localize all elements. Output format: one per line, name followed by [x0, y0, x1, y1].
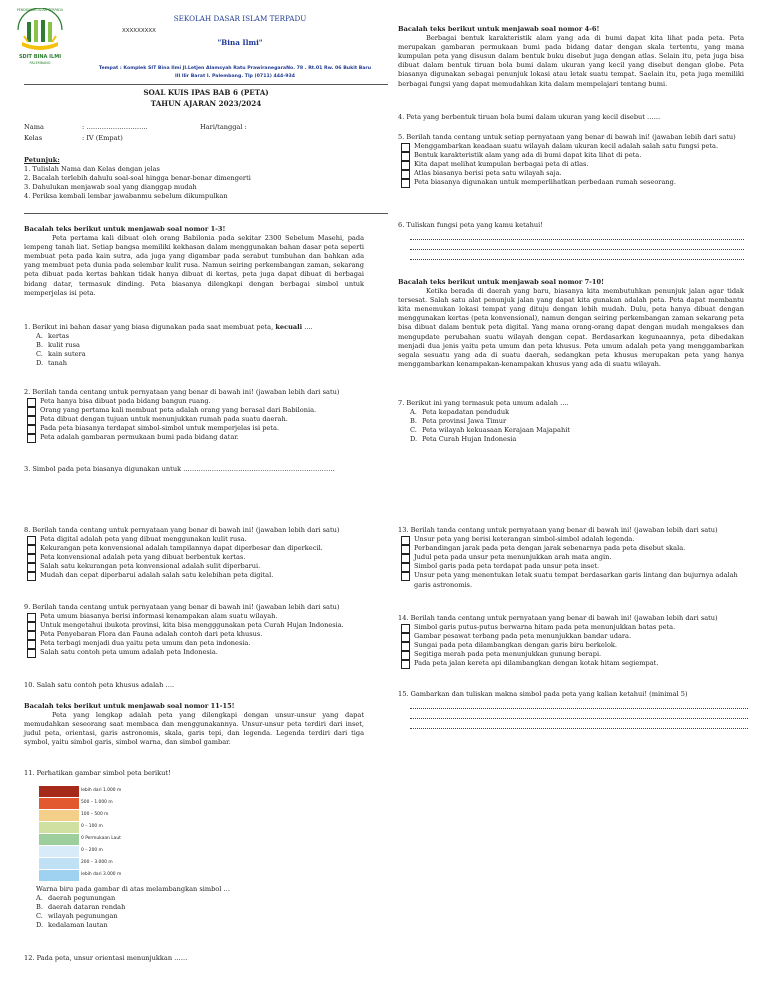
checkbox-item[interactable]: Mudah dan cepat diperbarui adalah salah satu kelebihan peta digital. [24, 571, 364, 580]
checkbox-item[interactable]: Menggambarkan keadaan suatu wilayah dalam ukuran kecil adalah salah satu fungsi peta. [398, 142, 744, 151]
question-stem: 11. Perhatikan gambar simbol peta berikut! [24, 769, 171, 777]
checkbox-item[interactable]: Gambar pesawat terbang pada peta menunjukkan bandar udara. [398, 632, 744, 641]
legend-label: 0 – 100 m [81, 824, 103, 829]
checkbox-item[interactable]: Unsur peta yang berisi keterangan simbol-simbol adalah legenda. [398, 535, 744, 544]
checkbox-item[interactable]: Sungai pada peta dilambangkan dengan garis biru berkelok. [398, 641, 744, 650]
map-legend [39, 786, 159, 882]
checkbox-item[interactable]: Peta dibuat dengan tujuan untuk menunjukkan rumah pada suatu daerah. [24, 415, 364, 424]
kelas-value: : IV (Empat) [82, 134, 123, 142]
legend-swatch [39, 846, 79, 858]
checkbox[interactable] [27, 572, 36, 581]
question-stem: 13. Berilah tanda centang untuk pernyataan yang benar di bawah ini! (jawaban lebih dari satu) [398, 526, 718, 534]
question-8 [24, 526, 364, 581]
checkbox-item[interactable]: Untuk mengetahui ibukota provinsi, kita bisa mengggunakan peta Curah Hujan Indonesia. [24, 621, 364, 630]
question-stem: 8. Berilah tanda centang untuk pernyataan yang benar di bawah ini! (jawaban lebih dari satu) [24, 526, 340, 534]
checkbox-item[interactable]: Peta konvensional adalah peta yang dibuat berbentuk kertas. [24, 553, 364, 562]
logo-name: SDIT BINA ILMI [18, 54, 62, 60]
instruction-item: 3. Dahulukan menjawab soal yang dianggap mudah [24, 183, 197, 192]
option-b[interactable]: B. daerah dataran rendah [36, 903, 126, 912]
checkbox-item[interactable]: Simbol garis pada peta terdapat pada unsur peta inset. [398, 562, 744, 571]
question-15 [398, 690, 748, 729]
checkbox[interactable] [401, 660, 410, 669]
exam-title: SOAL KUIS IPAS BAB 6 (PETA) [143, 88, 269, 97]
option-a[interactable]: A. daerah pegunungan [36, 894, 116, 903]
option-a[interactable]: A. kertas [36, 332, 70, 341]
checkbox-item[interactable]: Peta umum biasanya berisi informasi kenampakan alam suatu wilayah. [24, 612, 364, 621]
checkbox-item[interactable]: Peta hanya bisa dibuat pada bidang bangun ruang. [24, 397, 364, 406]
checkbox-item[interactable]: Atlas biasanya berisi peta satu wilayah saja. [398, 169, 744, 178]
checkbox-item[interactable]: Peta Penyebaran Flora dan Fauna adalah contoh dari peta khusus. [24, 630, 364, 639]
checkbox-item[interactable]: Judul peta pada unsur peta menunjukkan arah mata angin. [398, 553, 744, 562]
checkbox[interactable] [27, 434, 36, 443]
legend-label: 0 Permukaan Laut [81, 836, 121, 841]
school-logo [10, 8, 70, 70]
instructions-title: Petunjuk: [24, 156, 60, 164]
option-b[interactable]: B. Peta provinsi Jawa Timur [410, 417, 507, 426]
logo-city: PALEMBANG [29, 61, 51, 65]
reading-title: Bacalah teks berikut untuk menjawab soal nomor 11-15! [24, 702, 235, 710]
question-2 [24, 388, 364, 443]
question-13 [398, 526, 744, 590]
checkbox-item[interactable]: Kekurangan peta konvensional adalah tampilannya dapat diperbesar dan diperkecil. [24, 544, 364, 553]
question-stem: 14. Berilah tanda centang untuk pernyataan yang benar di bawah ini! (jawaban lebih dari satu) [398, 614, 718, 622]
reading-title: Bacalah teks berikut untuk menjawab soal nomor 1-3! [24, 225, 226, 233]
question-5 [398, 133, 744, 188]
option-c[interactable]: C. kain sutera [36, 350, 86, 359]
checkbox-item[interactable]: Unsur peta yang menentukan letak suatu tempat berdasarkan garis lintang dan bujurnya adalah garis astronomis. [398, 571, 744, 589]
legend-label: lebih dari 3.000 m [81, 872, 122, 877]
question-12[interactable]: 12. Pada peta, unsur orientasi menunjukkan …… [24, 954, 188, 962]
question-sub-stem: Warna biru pada gambar di atas melambangkan simbol … [36, 885, 231, 893]
option-d[interactable]: D. tanah [36, 359, 68, 368]
reading-body: Peta pertama kali dibuat oleh orang Babilonia pada sekitar 2300 Sebelum Masehi, pada lempeng tanah liat. Setiap bangsa memiliki kekhasan dalam menggunakan bahan dasar peta seperti membuat peta pada kain sutra, ada juga yang digambar pada serabut tumbuhan dan bahkan ada yang membuat peta dunia pada selembar kulit rusa. Namun seiring perkembangan zaman, sekarang peta dibuat pada kertas bahkan tidak hanya dibuat di kertas, peta juga dapat dibuat di berbagai bidang datar, termasuk dinding. Peta biasanya dilengkapi dengan berbagai simbol untuk memperjelas isi peta. [24, 234, 364, 297]
logo-top-text: PENDIDIKAN ISLAM TERPADU [16, 8, 64, 12]
legend-swatch [39, 870, 79, 882]
legend-label: 500 – 1.000 m [81, 800, 113, 805]
reading-text-2 [398, 25, 744, 89]
question-10[interactable]: 10. Salah satu contoh peta khusus adalah …. [24, 681, 175, 689]
checkbox-item[interactable]: Kita dapat melihat kumpulan berbagai peta di atlas. [398, 160, 744, 169]
checkbox-item[interactable]: Segitiga merah pada peta menunjukkan gunung berapi. [398, 650, 744, 659]
option-d[interactable]: D. Peta Curah Hujan Indonesia [410, 435, 517, 444]
reading-text-4 [24, 702, 364, 747]
checkbox-item[interactable]: Peta adalah gambaran permukaan bumi pada bidang datar. [24, 433, 364, 442]
checkbox-item[interactable]: Orang yang pertama kali membuat peta adalah orang yang berasal dari Babilonia. [24, 406, 364, 415]
option-c[interactable]: C. Peta wilayah kekuasaan Kerajaan Majapahit [410, 426, 570, 435]
legend-swatch [39, 834, 79, 846]
question-stem: 7. Berikut ini yang termasuk peta umum adalah .... [398, 399, 569, 407]
question-1 [24, 323, 364, 368]
instruction-item: 4. Periksa kembali lembar jawabanmu sebelum dikumpulkan [24, 192, 228, 201]
option-a[interactable]: A. Peta kepadatan penduduk [410, 408, 510, 417]
question-7 [398, 399, 744, 444]
question-stem: 15. Gambarkan dan tuliskan makna simbol pada peta yang kalian ketahui! (minimal 5) [398, 690, 688, 698]
answer-line[interactable] [410, 719, 748, 729]
answer-line[interactable] [410, 709, 748, 719]
checkbox-item[interactable]: Salah satu contoh peta umum adalah peta Indonesia. [24, 648, 364, 657]
reading-body: Peta yang lengkap adalah peta yang dilengkapi dengan unsur-unsur yang dapat memudahkan seseorang saat membaca dan menggunakannya. Unsur-unsur peta terdiri dari inset, judul peta, orientasi, garis astronomis, skala, garis tepi, dan legenda. Legenda terdiri dari tiga symbol, yaitu simbol garis, simbol warna, dan simbol gambar. [24, 711, 364, 747]
checkbox-item[interactable]: Salah satu kekurangan peta konvensional adalah sulit diperbarui. [24, 562, 364, 571]
checkbox-item[interactable]: Bentuk karakteristik alam yang ada di bumi dapat kita lihat di peta. [398, 151, 744, 160]
reading-text-1 [24, 225, 364, 298]
checkbox[interactable] [27, 649, 36, 658]
instructions [24, 156, 388, 201]
question-3[interactable]: 3. Simbol pada peta biasanya digunakan untuk …………………………………………………………… [24, 465, 335, 473]
checkbox-item[interactable]: Pada peta biasanya terdapat simbol-simbol untuk memperjelas isi peta. [24, 424, 364, 433]
legend-swatch [39, 822, 79, 834]
legend-label: 200 – 3.000 m [81, 860, 113, 865]
instruction-item: 2. Bacalah terlebih dahulu soal-soal hingga benar-benar dimengerti [24, 174, 251, 183]
checkbox-item[interactable]: Perbandingan jarak pada peta dengan jarak sebenarnya pada peta disebut skala. [398, 544, 744, 553]
checkbox-item[interactable]: Peta biasanya digunakan untuk memperlihatkan perbedaan rumah seseorang. [398, 178, 744, 187]
school-title: SEKOLAH DASAR ISLAM TERPADU [173, 14, 307, 23]
reading-title: Bacalah teks berikut untuk menjawab soal nomor 4-6! [398, 25, 600, 33]
question-stem: 2. Berilah tanda centang untuk pernyataan yang benar di bawah ini! (jawaban lebih dari satu) [24, 388, 340, 396]
legend-label: 100 – 500 m [81, 812, 109, 817]
checkbox-item[interactable]: Simbol garis putus-putus berwarna hitam pada peta menunjukkan batas peta. [398, 623, 744, 632]
question-11 [24, 769, 364, 778]
school-name: "Bina Ilmi" [217, 38, 263, 47]
reading-body: Ketika berada di daerah yang baru, biasanya kita membutuhkan penunjuk jalan agar tidak tersesat. Salah satu alat penunjuk jalan yang dapat kita gunakan adalah peta. Peta dapat membantu kita menemukan lokasi tempat yang dituju dengan lebih mudah. Dulu, peta hanya dibuat dengan menggunakan kertas (peta konvensional), namun dengan seiring perkembangan zaman sekarang peta bisa dibuat dalam bentuk peta digital. Yang mana orang-orang dapat dengan mudah mengakses dan mengupdate perubahan suatu wilayah dengan cepat. Berdasarkan kegunaannya, peta dibedakan menjadi dua jenis yaitu peta umum dan peta khusus. Peta umum adalah peta yang menggambarkan segala sesuatu yang ada di suatu daerah, sedangkan peta khusus merupakan peta yang hanya menggambarkan kenampakan-kenampakan khusus yang ada di suatu wilayah. [398, 287, 744, 368]
question-6 [398, 221, 744, 260]
reading-title: Bacalah teks berikut untuk menjawab soal nomor 7-10! [398, 278, 604, 286]
reading-text-3 [398, 278, 744, 369]
question-14 [398, 614, 744, 669]
legend-swatch [39, 786, 79, 798]
question-11-sub [24, 885, 364, 930]
kelas-label: Kelas [24, 134, 43, 142]
checkbox[interactable] [401, 179, 410, 188]
legend-label: 0 – 200 m [81, 848, 103, 853]
nama-field[interactable]: : ………………………. [82, 123, 148, 131]
instruction-item: 1. Tulislah Nama dan Kelas dengan jelas [24, 165, 160, 174]
legend-swatch [39, 810, 79, 822]
checkbox-item[interactable]: Peta digital adalah peta yang dibuat menggunakan kulit rusa. [24, 535, 364, 544]
answer-line[interactable] [410, 230, 744, 240]
nama-label: Nama [24, 123, 44, 131]
legend-swatch [39, 858, 79, 870]
question-4[interactable]: 4. Peta yang berbentuk tiruan bola bumi dalam ukuran yang kecil disebut …… [398, 113, 661, 121]
question-stem: 5. Berilah tanda centang untuk setiap pernyataan yang benar di bawah ini! (jawaban lebih dari satu) [398, 133, 736, 141]
school-address-1: Tempat : Komplek SIT Bina Ilmi Jl.Letjen Alamsyah Ratu PrawiranegaraNo. 78 . Rt.01 Rw. 06 Bukit Baru [98, 66, 372, 71]
answer-line[interactable] [410, 699, 748, 709]
reading-body: Berbagai bentuk karakteristik alam yang ada di bumi dapat kita lihat pada peta. Peta merupakan gambaran permukaan bumi pada bidang datar dengan skala tertentu, yang mana kumpulan peta yang disusun dalam bentuk buku disebut juga dengan atlas. Selain itu, peta juga bisa dibuat dalam bentuk tiruan bola bumi dalam ukuran yang kecil yang disebut dengan globe. Peta biasanya digunakan sebagai penunjuk lokasi atau letak suatu tempat. Saelain itu, peta juga memiliki berbagai fungsi yang dapat memudahkan kita dalam mempelajari tentang bumi. [398, 34, 744, 88]
hari-tanggal-label: Hari/tanggal : [200, 123, 247, 131]
legend-label: lebih dari 1.000 m [81, 788, 122, 793]
option-d[interactable]: D. kedalaman lautan [36, 921, 108, 930]
answer-line[interactable] [410, 250, 744, 260]
legend-swatch [39, 798, 79, 810]
checkbox-item[interactable]: Pada peta jalan kereta api dilambangkan dengan kotak hitam segiempat. [398, 659, 744, 668]
answer-line[interactable] [410, 240, 744, 250]
option-c[interactable]: C. wilayah pegunungan [36, 912, 118, 921]
exam-year: TAHUN AJARAN 2023/2024 [150, 99, 262, 108]
question-stem: 6. Tuliskan fungsi peta yang kamu ketahui! [398, 221, 543, 229]
checkbox[interactable] [401, 572, 410, 581]
doc-code: XXXXXXXXX [122, 28, 156, 34]
checkbox-item[interactable]: Peta terbagi menjadi dua yaitu peta umum dan peta indonesia. [24, 639, 364, 648]
question-stem: 9. Berilah tanda centang untuk pernyataan yang benar di bawah ini! (jawaban lebih dari satu) [24, 603, 340, 611]
header-divider [24, 84, 388, 85]
question-9 [24, 603, 364, 658]
instructions-divider [24, 213, 388, 214]
question-stem: 1. Berikut ini bahan dasar yang biasa digunakan pada saat membuat peta, kecuali .... [24, 323, 313, 331]
option-b[interactable]: B. kulit rusa [36, 341, 80, 350]
school-address-2: III Ilir Barat I. Palembang. Tlp (0711) 444-934 [174, 74, 296, 79]
